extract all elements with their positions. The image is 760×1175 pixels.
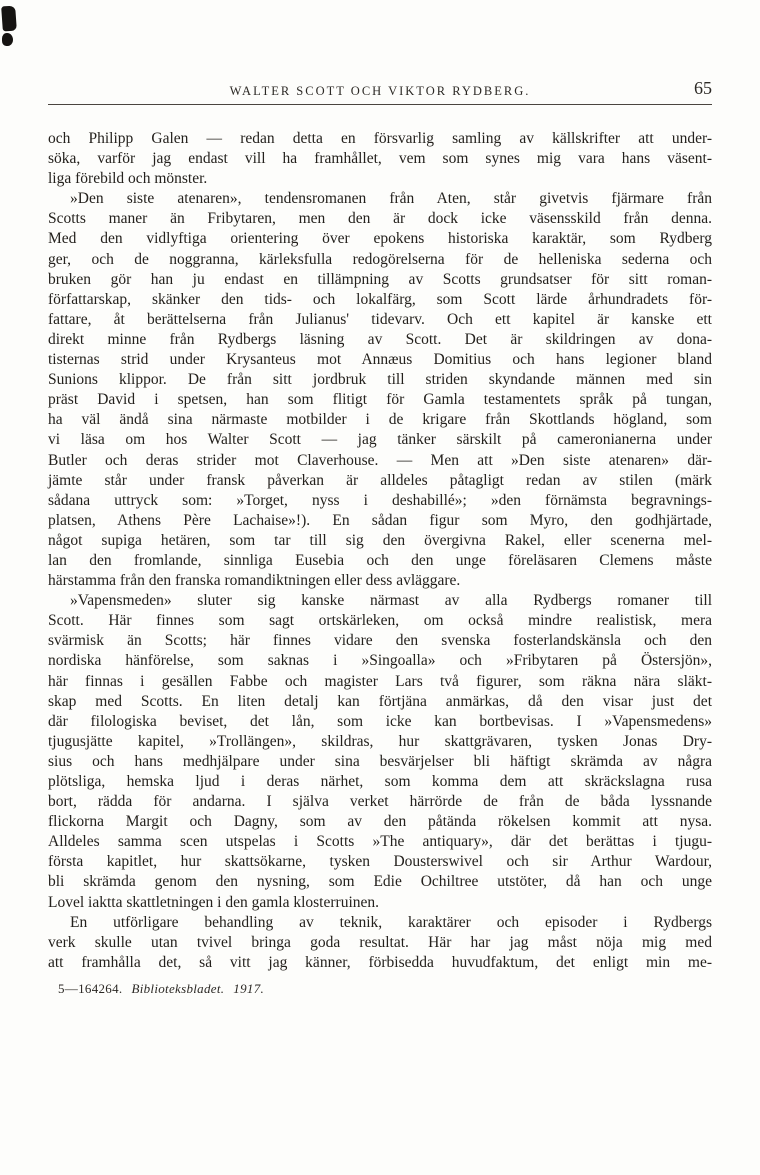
text-line: att framhålla det, så vitt jag känner, förbisedda huvudfaktum, det enligt min me- (48, 953, 712, 971)
text-line: något supiga hetären, som tar till sig den övergivna Rakel, eller scenerna mel- (48, 531, 712, 549)
text-line: bort, rädda för andarna. I själva verket härrörde de från de båda lyssnande (48, 793, 712, 811)
scan-artifact (1, 6, 17, 32)
text-line: skap med Scotts. En liten detalj kan förtjäna anmärkas, då den visar just det (48, 692, 712, 710)
text-line: fattare, åt berättelserna från Julianus' tidevarv. Och ett kapitel är kanske ett (48, 310, 712, 328)
text-line: nordiska hänförelse, som saknas i »Singoalla» och »Fribytaren på Östersjön», (48, 652, 712, 670)
footer-year: 1917. (233, 981, 265, 996)
text-line: bli skrämda genom den nysning, som Edie Ochiltree utstöter, då han och unge (48, 873, 712, 891)
text-line: tisternas strid under Krysanteus mot Annæus Domitius och hans legioner bland (48, 351, 712, 369)
text-line: sådana uttryck som: »Torget, nyss i deshabillé»; »den förnämsta begravnings- (48, 491, 712, 509)
text-line: ger, och de noggranna, kärleksfulla redogörelserna för de helleniska sederna och (48, 250, 712, 268)
text-line: härstamma från den franska romandiktningen eller dess avläggare. (48, 572, 461, 590)
text-line: En utförligare behandling av teknik, karaktärer och episoder i Rydbergs (70, 913, 712, 931)
text-line: Lovel iaktta skattletningen i den gamla klosterruinen. (48, 893, 380, 911)
text-line: Alldeles samma scen utspelas i Scotts »The antiquary», där det berättas i tjugu- (48, 833, 712, 851)
header-rule (48, 104, 712, 105)
text-line: lan den fromlande, sinnliga Eusebia och den unge föreläsaren Clemens måste (48, 551, 712, 569)
text-line: ha väl ändå sina närmaste motbilder i de krigare från Skottlands högland, som (48, 411, 712, 429)
text-line: plötsliga, hemska ljud i deras närhet, som komma dem att skräckslagna rusa (48, 773, 712, 790)
text-line: där filologiska beviset, det lån, som icke kan bortbevisas. I »Vapensmedens» (48, 712, 712, 730)
scan-artifact (2, 33, 13, 46)
text-line: präst David i spetsen, han som flitigt för Gamla testamentets språk på tungan, (48, 391, 712, 409)
text-line: här finnas i gesällen Fabbe och magister Lars två figurer, som räkna nära släkt- (48, 672, 712, 690)
text-line: Scott. Här finnes som sagt ortskärleken, om också mindre realistisk, mera (48, 612, 712, 630)
running-header (48, 78, 712, 104)
text-line: verk skulle utan tvivel bringa goda resultat. Här har jag måst nöja mig med (48, 933, 712, 951)
text-line: tjugusjätte kapitel, »Trollängen», skildras, hur skattgrävaren, tysken Jonas Dry- (48, 732, 712, 750)
text-line: Med den vidlyftiga orientering över epokens historiska karaktär, som Rydberg (48, 230, 712, 248)
text-line: sius och hans medhjälpare under sina besvärjelser bli häftigt skrämda av några (48, 752, 712, 770)
text-line: Sunions klippor. De från sitt jordbruk till striden skyndande männen med sin (48, 371, 712, 389)
text-line: »Vapensmeden» sluter sig kanske närmast av alla Rydbergs romaner till (70, 592, 712, 610)
footer-line (48, 981, 273, 997)
text-line: flickorna Margit och Dagny, som av den påtända rökelsen kommit att nysa. (48, 813, 712, 831)
text-line: författarskap, skänker den tids- och lokalfärg, som Scott lärde århundradets för- (48, 290, 712, 308)
text-line: första kapitlet, hur skattsökarne, tysken Dousterswivel och sir Arthur Wardour, (48, 853, 712, 871)
header-title: WALTER SCOTT OCH VIKTOR RYDBERG. (229, 84, 531, 98)
text-line: platsen, Athens Père Lachaise»!). En sådan figur som Myro, den godhjärtade, (48, 511, 712, 529)
text-line: Scotts maner än Fribytaren, men den är dock icke väsensskild från denna. (48, 210, 712, 228)
text-line: jämte står under fransk påverkan är alldeles påtagligt redan av stilen (märk (48, 471, 712, 489)
text-line: och Philipp Galen — redan detta en försvarlig samling av källskrifter att under- (48, 130, 712, 147)
text-line: svärmisk än Scotts; här finnes vidare den svenska fosterlandskänsla och den (48, 632, 712, 650)
text-line: söka, varför jag endast vill ha framhållet, vem som synes mig vara hans väsent- (48, 150, 712, 168)
text-line: direkt minne från Rydbergs läsning av Scott. Det är skildringen av dona- (48, 330, 712, 348)
text-line: »Den siste atenaren», tendensromanen från Aten, står givetvis fjärmare från (70, 190, 712, 208)
text-line: Butler och deras strider mot Claverhouse. — Men att »Den siste atenaren» där- (48, 451, 712, 469)
body-text (48, 129, 712, 973)
text-line: bruken gör han ju endast en tillämpning av Scotts grundsatser för sitt roman- (48, 270, 712, 288)
journal-title: Biblioteksbladet. (131, 981, 225, 996)
page-number: 65 (694, 78, 712, 98)
text-line: vi läsa om hos Walter Scott — jag tänker särskilt på cameronianerna under (48, 431, 712, 449)
printers-signature: 5—164264. (58, 981, 123, 996)
text-line: liga förebild och mönster. (48, 170, 208, 188)
